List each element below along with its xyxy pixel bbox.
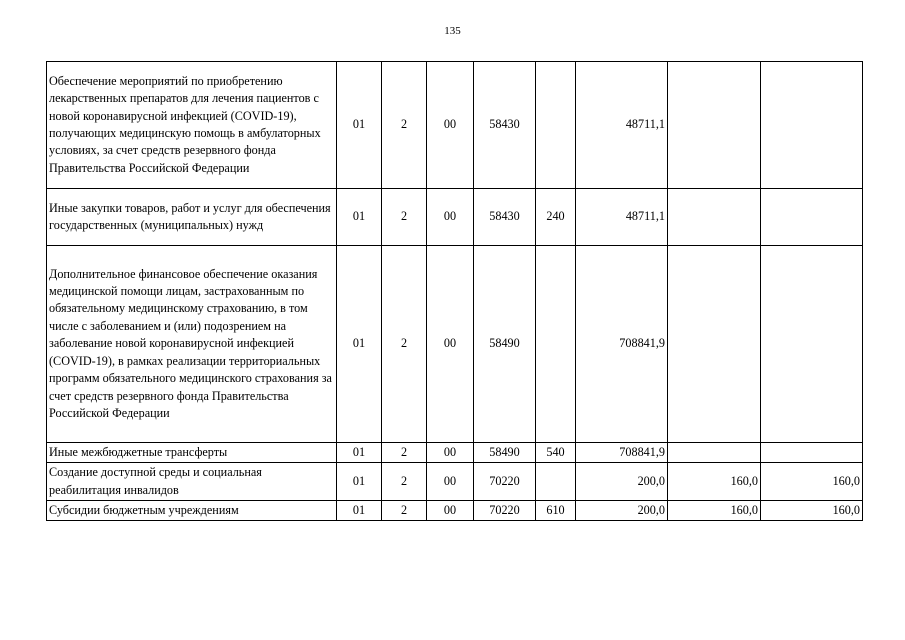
code-cell: 58490 — [474, 246, 536, 443]
code-cell: 00 — [427, 62, 474, 189]
amount-cell: 48711,1 — [576, 62, 668, 189]
code-cell: 00 — [427, 189, 474, 246]
code-cell: 01 — [337, 189, 382, 246]
amount-cell: 48711,1 — [576, 189, 668, 246]
row-description: Субсидии бюджетным учреждениям — [47, 501, 337, 521]
code-cell: 2 — [382, 501, 427, 521]
code-cell: 01 — [337, 463, 382, 501]
amount-cell: 200,0 — [576, 501, 668, 521]
code-cell: 01 — [337, 443, 382, 463]
code-cell — [536, 62, 576, 189]
amount-cell — [668, 443, 761, 463]
code-cell: 01 — [337, 62, 382, 189]
code-cell: 01 — [337, 246, 382, 443]
code-cell: 70220 — [474, 501, 536, 521]
code-cell: 00 — [427, 501, 474, 521]
row-description: Обеспечение мероприятий по приобретению лекарственных препаратов для лечения пациентов с новой коронавирусной инфекцией (COVID-19), получающих медицинскую помощь в амбулаторных условиях, за счет средств резервного фонда Правительства Российской Федерации — [47, 62, 337, 189]
code-cell: 58490 — [474, 443, 536, 463]
code-cell: 00 — [427, 443, 474, 463]
row-description: Дополнительное финансовое обеспечение оказания медицинской помощи лицам, застрахованным по обязательному медицинскому страхованию, в том числе с заболеванием и (или) подозрением на заболевание новой коронавирусной инфекцией (COVID-19), в рамках реализации территориальных программ обязательного медицинского страхования за счет средств резервного фонда Правительства Российской Федерации — [47, 246, 337, 443]
code-cell: 00 — [427, 246, 474, 443]
code-cell — [536, 246, 576, 443]
row-description: Иные межбюджетные трансферты — [47, 443, 337, 463]
table-row — [47, 62, 863, 189]
amount-cell — [761, 246, 863, 443]
amount-cell: 160,0 — [761, 501, 863, 521]
row-description: Иные закупки товаров, работ и услуг для обеспечения государственных (муниципальных) нужд — [47, 189, 337, 246]
code-cell: 00 — [427, 463, 474, 501]
code-cell: 58430 — [474, 62, 536, 189]
budget-table — [46, 61, 863, 521]
code-cell: 2 — [382, 463, 427, 501]
page-number: 135 — [444, 25, 461, 37]
code-cell: 2 — [382, 246, 427, 443]
amount-cell: 708841,9 — [576, 443, 668, 463]
amount-cell — [668, 189, 761, 246]
row-description: Создание доступной среды и социальная реабилитация инвалидов — [47, 463, 337, 501]
code-cell: 610 — [536, 501, 576, 521]
code-cell — [536, 463, 576, 501]
amount-cell — [668, 246, 761, 443]
code-cell: 01 — [337, 501, 382, 521]
code-cell: 2 — [382, 62, 427, 189]
table-row — [47, 189, 863, 246]
amount-cell: 160,0 — [668, 501, 761, 521]
code-cell: 540 — [536, 443, 576, 463]
amount-cell — [668, 62, 761, 189]
table-row — [47, 463, 863, 501]
code-cell: 240 — [536, 189, 576, 246]
amount-cell — [761, 443, 863, 463]
amount-cell: 708841,9 — [576, 246, 668, 443]
table-row — [47, 501, 863, 521]
table-row — [47, 443, 863, 463]
code-cell: 70220 — [474, 463, 536, 501]
code-cell: 58430 — [474, 189, 536, 246]
amount-cell: 160,0 — [668, 463, 761, 501]
amount-cell: 200,0 — [576, 463, 668, 501]
table-row — [47, 246, 863, 443]
amount-cell — [761, 62, 863, 189]
code-cell: 2 — [382, 443, 427, 463]
amount-cell: 160,0 — [761, 463, 863, 501]
amount-cell — [761, 189, 863, 246]
code-cell: 2 — [382, 189, 427, 246]
